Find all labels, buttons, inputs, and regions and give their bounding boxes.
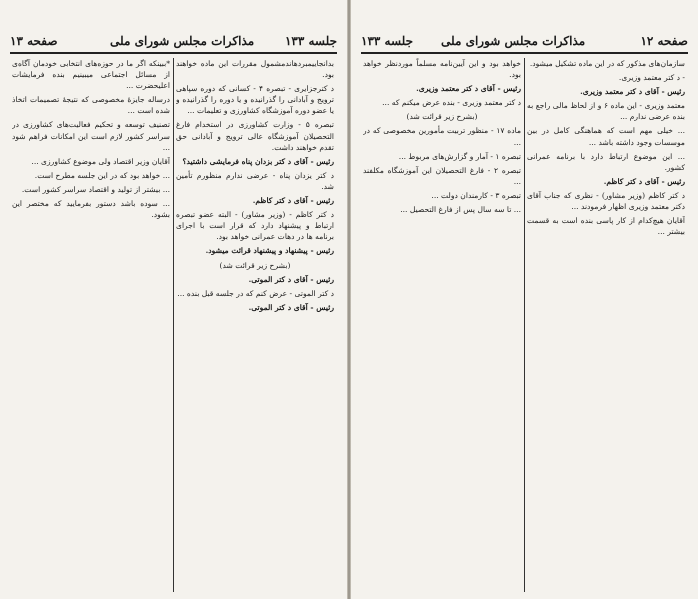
paragraph: ... سوده باشد دستور بفرمایید که مختصر این بشود. (12, 199, 170, 220)
left-page-title: مذاکرات مجلس شورای ملی (110, 34, 255, 48)
paragraph: د کتر یزدان پناه - عرضی ندارم منظورم تأمین شد. (176, 170, 334, 191)
right-page-column-left (363, 58, 521, 596)
left-page-session: جلسه ۱۳۳ (284, 34, 337, 48)
paragraph: ... خواهد بود که در این جلسه مطرح است. (34, 170, 170, 180)
paragraph: تبصره ۵ - وزارت کشاورزی در استخدام فارغ التحصیلان آموزشگاه عالی ترویج و آبادانی حق تقدم خواهند داشت. (176, 120, 334, 152)
right-page-session: جلسه ۱۳۳ (361, 34, 414, 48)
paragraph: ماده ۱۷ - منظور تربیت مأمورین مخصوصی که در ... (363, 126, 521, 147)
right-page-column-right (527, 58, 685, 596)
paragraph: ... این موضوع ارتباط دارد با برنامه عمرانی کشور. (527, 151, 685, 172)
paragraph: د کتر کاظم - (وزیر مشاور) - البته عضو تبصره ارتباط و پیشنهاد دارد که قرار است با اجرای برنامه ها در دهات عمرانی خواهد بود. (176, 210, 334, 242)
speaker-line: رئیس - آقای د کتر کاظم. (252, 196, 334, 206)
paragraph: ... تا سه سال پس از فارغ التحصیل ... (400, 205, 521, 215)
paragraph: *ببینکه اگر ما در حوزه‌های انتخابی خودمان آگاه‌ی از مسائل اجتماعی میبینیم بنده فرمایشات اعلیحضرت ... (12, 59, 170, 91)
left-page-column-left (12, 58, 170, 596)
reading-note: (بشرح زیر قرائت شد) (406, 112, 478, 122)
speaker-line: رئیس - آقای د کتر الموتی. (248, 274, 334, 284)
speaker-line: رئیس - آقای د کتر کاظم. (603, 176, 685, 186)
paragraph: تبصره ۲ - فارغ التحصیلان این آموزشگاه مکلفند ... (363, 165, 521, 186)
left-header-rule (10, 52, 337, 54)
right-page-header (361, 10, 688, 52)
right-page-number: صفحه ۱۲ (640, 34, 688, 48)
paragraph: د کتر الموتی - عرض کنم که در جلسه قبل بنده ... (177, 288, 334, 298)
left-page (0, 0, 347, 599)
paragraph: د کتر معتمد وزیری - بنده عرض میکنم که ... (382, 98, 521, 108)
speaker-line: رئیس - آقای د کتر معتمد وزیری. (580, 87, 685, 97)
right-page-title: مذاکرات مجلس شورای ملی (441, 34, 586, 48)
paragraph: معتمد وزیری - این ماده ۶ و از لحاظ مالی راجع به بنده عرضی ندارم ... (527, 101, 685, 122)
paragraph: ... بیشتر از تولید و اقتصاد سراسر کشور است. (21, 184, 170, 194)
paragraph: - د کتر معتمد وزیری. (618, 73, 685, 83)
right-page (351, 0, 698, 599)
paragraph: بدانجاییمبردهاندمشمول مقررات این ماده خواهند بود. (176, 59, 334, 80)
reading-note: (بشرح زیر قرائت شد) (219, 260, 291, 270)
left-column-divider (173, 58, 174, 592)
right-header-rule (361, 52, 688, 54)
paragraph: سازمان‌های مذکور که در این ماده تشکیل میشود. (529, 59, 685, 68)
left-page-number: صفحه ۱۳ (10, 34, 58, 48)
paragraph: درساله جایزهٔ مخصوصی که نتیجهٔ تصمیمات اتخاذ شده است ... (12, 95, 170, 116)
speaker-line: رئیس - آقای د کتر الموتی. (248, 302, 334, 312)
speaker-line: رئیس - پیشنهاد و پیشنهاد قرائت میشود. (205, 246, 334, 256)
speaker-line: رئیس - آقای د کتر بزدان پناه فرمایشی داشتید؟ (182, 156, 334, 166)
right-column-divider (524, 58, 525, 592)
paragraph: د کترجزایری - تبصره ۴ - کسانی که دوره سپاهی ترویج و آبادانی را گذرانیده و یا دوره را گذرانیده و یا عضو دوره آموزشگاه کشاورزی و تعلیمات ... (176, 84, 334, 116)
paragraph: ... خیلی مهم است که هماهنگی کامل در بین موسسات وجود داشته باشد ... (527, 126, 685, 147)
paragraph: آقایان وزیر اقتصاد ولی موضوع کشاورزی ... (31, 156, 170, 166)
left-page-column-right (176, 58, 334, 596)
paragraph: تبصره ۳ - کارمندان دولت ... (431, 190, 521, 200)
speaker-line: رئیس - آقای د کتر معتمد وزیری. (416, 84, 521, 94)
paragraph: تبصره ۱ - آمار و گزارش‌های مربوط ... (398, 151, 521, 161)
paragraph: تصنیف توسعه و تحکیم فعالیت‌های کشاورزی در سراسر کشور لازم است این امکانات فراهم شود ... (12, 120, 170, 152)
left-page-header (10, 10, 337, 52)
paragraph: خواهد بود و این آیین‌نامه مسلماً موردنظر خواهد بود. (363, 59, 521, 80)
paragraph: د کتر کاظم (وزیر مشاور) - نظری که جناب آقای دکتر معتمد وزیری اظهار فرمودند ... (527, 190, 685, 212)
paragraph: آقایان هیچ‌کدام از کار پاسی بنده است به قسمت بیشتر ... (527, 216, 685, 237)
